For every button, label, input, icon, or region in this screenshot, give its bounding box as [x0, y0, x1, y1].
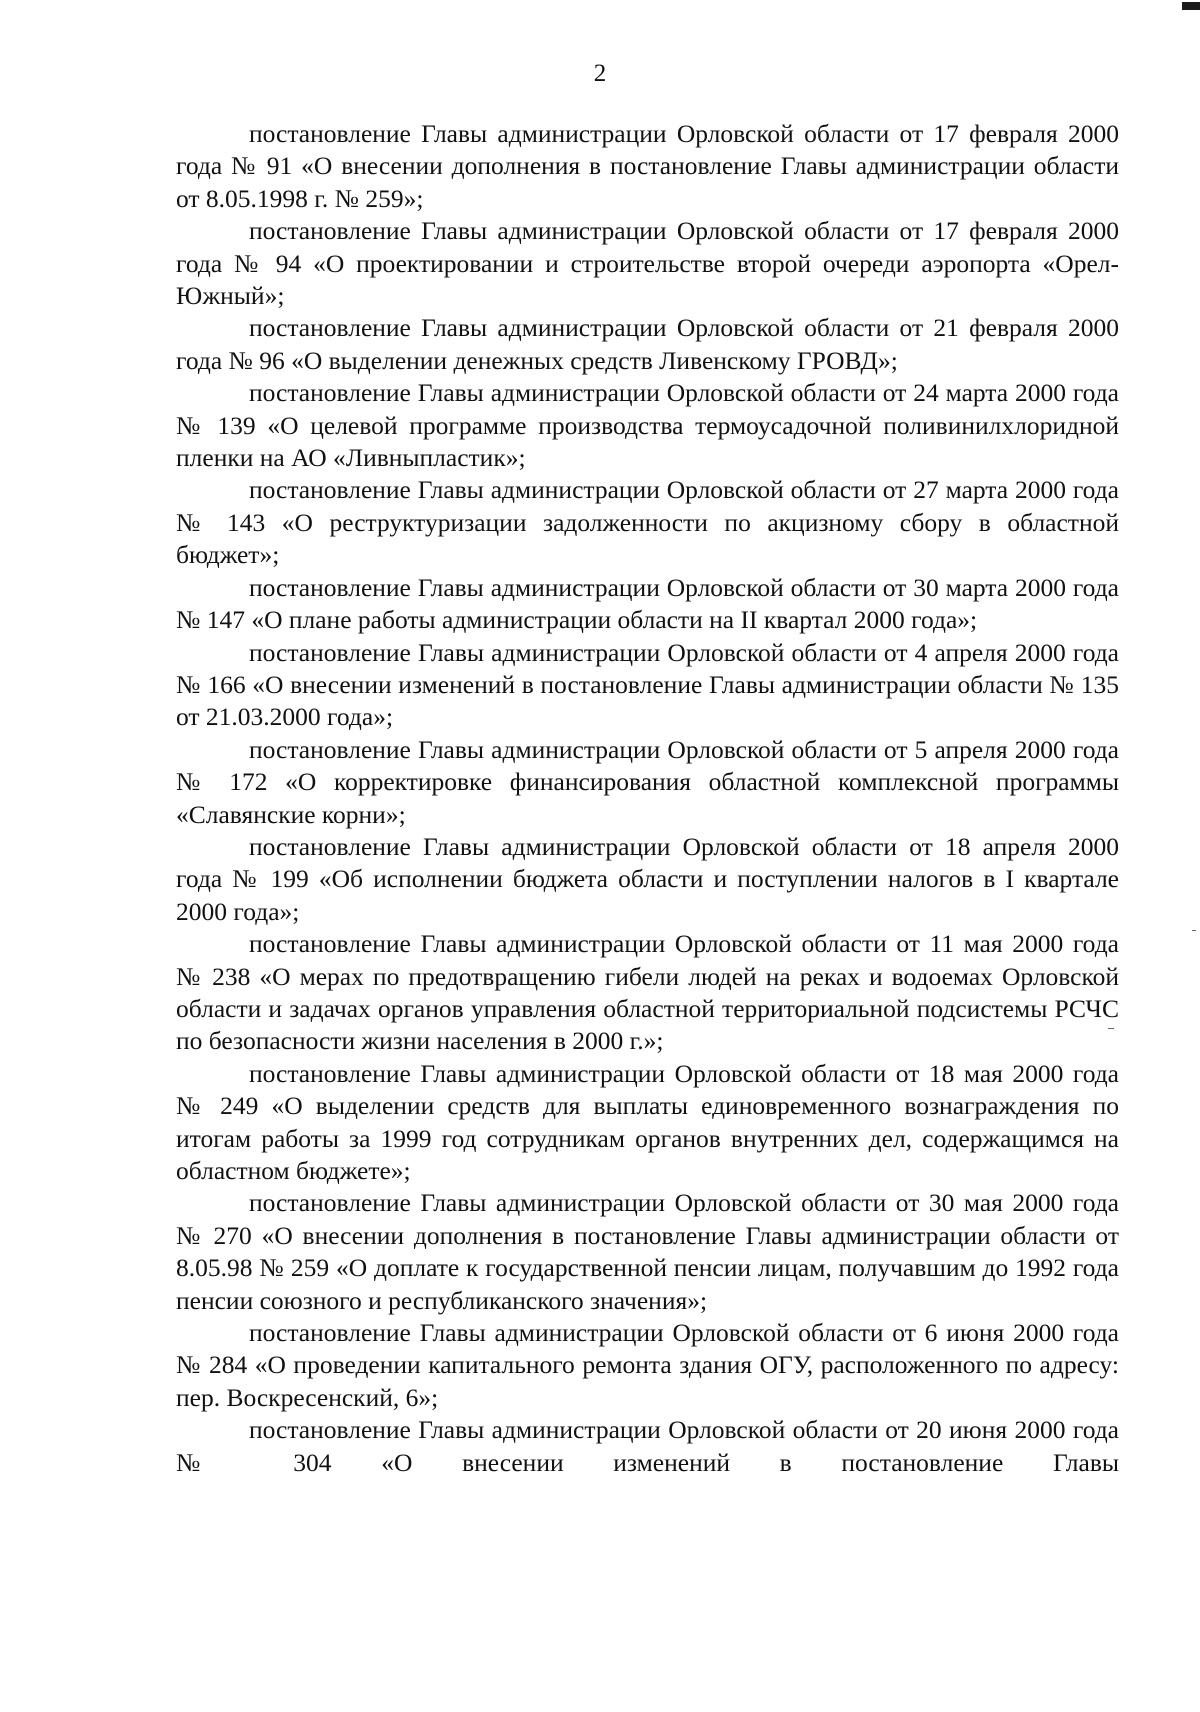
resolution-item: постановление Главы администрации Орловской области от 24 марта 2000 года № 139 «О целевой программе производства термоусадочной поливинилхлоридной пленки на АО «Ливныпластик»;	[176, 378, 1119, 473]
resolution-item: постановление Главы администрации Орловской области от 20 июня 2000 года № 304 «О внесении изменений в постановление Главы	[176, 1415, 1119, 1477]
resolution-item: постановление Главы администрации Орловской области от 17 февраля 2000 года № 94 «О проектировании и строительстве второй очереди аэропорта «Орел-Южный»;	[176, 216, 1119, 311]
document-body	[176, 118, 1119, 1479]
resolution-item: постановление Главы администрации Орловской области от 17 февраля 2000 года № 91 «О внесении дополнения в постановление Главы администрации области от 8.05.1998 г. № 259»;	[176, 119, 1119, 213]
resolution-item: постановление Главы администрации Орловской области от 21 февраля 2000 года № 96 «О выделении денежных средств Ливенскому ГРОВД»;	[176, 313, 1119, 375]
resolution-item: постановление Главы администрации Орловской области от 27 марта 2000 года № 143 «О реструктуризации задолженности по акцизному сбору в областной бюджет»;	[176, 475, 1119, 570]
resolution-item: постановление Главы администрации Орловской области от 18 мая 2000 года № 249 «О выделении средств для выплаты единовременного вознаграждения по итогам работы за 1999 год сотрудникам органов внутренних дел, содержащимся на областном бюджете»;	[176, 1058, 1119, 1185]
resolution-item: постановление Главы администрации Орловской области от 18 апреля 2000 года № 199 «Об исполнении бюджета области и поступлении налогов в I квартале 2000 года»;	[176, 831, 1119, 926]
resolution-item: постановление Главы администрации Орловской области от 30 мая 2000 года № 270 «О внесении дополнения в постановление Главы администрации области от 8.05.98 № 259 «О доплате к государственной пенсии лицам, получавшим до 1992 года пенсии союзного и республиканского значения»;	[176, 1188, 1119, 1315]
scan-edge-mark	[1182, 2, 1200, 10]
resolution-item: постановление Главы администрации Орловской области от 6 июня 2000 года № 284 «О проведении капитального ремонта здания ОГУ, расположенного по адресу: пер. Воскресенский, 6»;	[176, 1318, 1119, 1412]
page-number: 2	[593, 60, 607, 87]
resolution-item: постановление Главы администрации Орловской области от 11 мая 2000 года № 238 «О мерах по предотвращению гибели людей на реках и водоемах Орловской области и задачах органов управления областной территориальной подсистемы РСЧС по безопасности жизни населения в 2000 г.»;	[176, 929, 1119, 1056]
scan-speck	[1192, 930, 1196, 931]
resolution-item: постановление Главы администрации Орловской области от 5 апреля 2000 года № 172 «О корректировке финансирования областной комплексной программы «Славянские корни»;	[176, 734, 1119, 829]
resolution-item: постановление Главы администрации Орловской области от 30 марта 2000 года № 147 «О плане работы администрации области на II квартал 2000 года»;	[176, 572, 1119, 635]
resolution-item: постановление Главы администрации Орловской области от 4 апреля 2000 года № 166 «О внесении изменений в постановление Главы администрации области № 135 от 21.03.2000 года»;	[176, 637, 1119, 732]
